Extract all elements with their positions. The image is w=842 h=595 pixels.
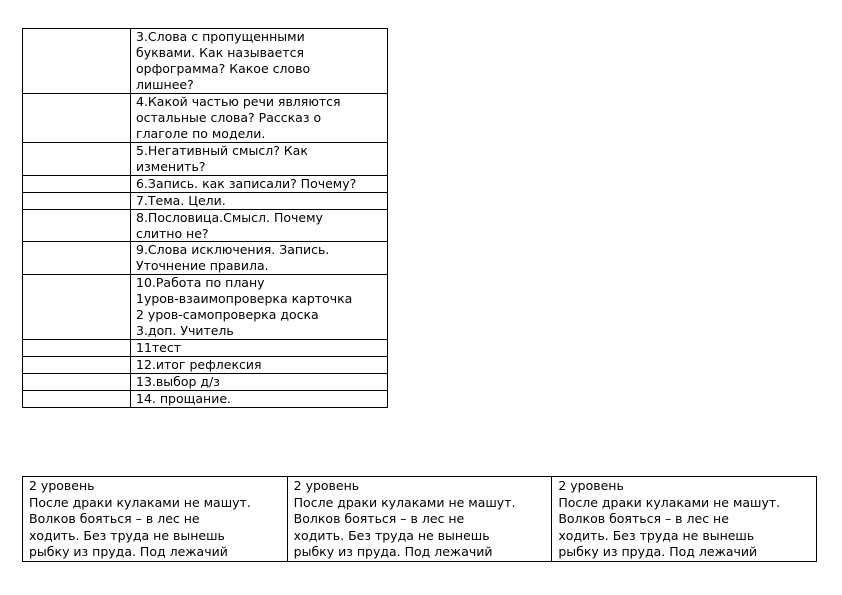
card-level: 2 уровень	[29, 478, 95, 493]
card-line: ходить. Без труда не вынешь	[558, 527, 755, 543]
empty-cell	[23, 175, 131, 192]
proverb-card	[287, 477, 552, 562]
step-cell	[131, 357, 388, 374]
step-line: лишнее?	[136, 76, 194, 92]
card-line: Волков бояться – в лес не	[29, 511, 200, 527]
step-line: 4.Какой частью речи являются	[136, 94, 341, 109]
step-line: 3.доп. Учитель	[136, 323, 234, 339]
step-cell	[131, 275, 388, 340]
card-line: После драки кулаками не машут.	[293, 494, 516, 510]
table-row	[23, 357, 388, 374]
step-cell	[131, 340, 388, 357]
card-level: 2 уровень	[293, 478, 360, 493]
step-line: 12.итог рефлексия	[136, 357, 262, 373]
table-row	[23, 209, 388, 242]
step-line: 14. прощание.	[136, 391, 232, 407]
step-line: 6.Запись. как записали? Почему?	[136, 175, 357, 191]
card-line: рыбку из пруда. Под лежачий	[293, 544, 493, 560]
empty-cell	[23, 209, 131, 242]
card-level: 2 уровень	[558, 478, 624, 493]
empty-cell	[23, 242, 131, 275]
step-line: 9.Слова исключения. Запись.	[136, 242, 330, 258]
card-line: ходить. Без труда не вынешь	[29, 527, 225, 543]
empty-cell	[23, 94, 131, 143]
table-row	[23, 29, 388, 94]
step-line: Уточнение правила.	[136, 258, 269, 274]
step-cell	[131, 391, 388, 408]
card-line: рыбку из пруда. Под лежачий	[29, 544, 228, 560]
empty-cell	[23, 374, 131, 391]
card-line: Волков бояться – в лес не	[293, 511, 465, 527]
empty-cell	[23, 275, 131, 340]
empty-cell	[23, 143, 131, 176]
step-cell	[131, 242, 388, 275]
table-row	[23, 477, 817, 562]
step-cell	[131, 209, 388, 242]
table-row	[23, 275, 388, 340]
step-cell	[131, 374, 388, 391]
proverb-cards-table	[22, 476, 817, 562]
proverb-card	[552, 477, 817, 562]
table-row	[23, 94, 388, 143]
step-cell	[131, 29, 388, 94]
card-line: рыбку из пруда. Под лежачий	[558, 544, 758, 560]
step-line: изменить?	[136, 158, 206, 174]
empty-cell	[23, 391, 131, 408]
step-cell	[131, 192, 388, 209]
step-cell	[131, 94, 388, 143]
step-line: орфограмма? Какое слово	[136, 60, 311, 76]
card-line: После драки кулаками не машут.	[29, 494, 251, 510]
empty-cell	[23, 357, 131, 374]
card-line: После драки кулаками не машут.	[558, 494, 781, 510]
step-line: 2 уров-самопроверка доска	[136, 307, 319, 323]
step-line: глаголе по модели.	[136, 125, 266, 141]
lesson-plan-table	[22, 28, 388, 408]
step-line: 10.Работа по плану	[136, 275, 265, 291]
step-line: 1уров-взаимопроверка карточка	[136, 291, 353, 307]
table-row	[23, 192, 388, 209]
table-row	[23, 143, 388, 176]
empty-cell	[23, 29, 131, 94]
table-row	[23, 340, 388, 357]
step-line: слитно не?	[136, 225, 209, 241]
card-line: ходить. Без труда не вынешь	[293, 527, 490, 543]
step-line: 11тест	[136, 340, 182, 356]
card-line: Волков бояться – в лес не	[558, 511, 729, 527]
step-line: 7.Тема. Цели.	[136, 192, 226, 208]
table-row	[23, 242, 388, 275]
empty-cell	[23, 340, 131, 357]
step-line: 13.выбор д/з	[136, 374, 220, 390]
empty-cell	[23, 192, 131, 209]
step-cell	[131, 143, 388, 176]
step-line: 8.Пословица.Смысл. Почему	[136, 209, 323, 225]
table-row	[23, 175, 388, 192]
step-line: буквами. Как называется	[136, 44, 304, 60]
step-line: остальные слова? Рассказ о	[136, 109, 322, 125]
table-row	[23, 374, 388, 391]
step-line: 5.Негативный смысл? Как	[136, 143, 308, 158]
table-row	[23, 391, 388, 408]
step-line: 3.Слова с пропущенными	[136, 29, 305, 44]
proverb-card	[23, 477, 288, 562]
step-cell	[131, 175, 388, 192]
